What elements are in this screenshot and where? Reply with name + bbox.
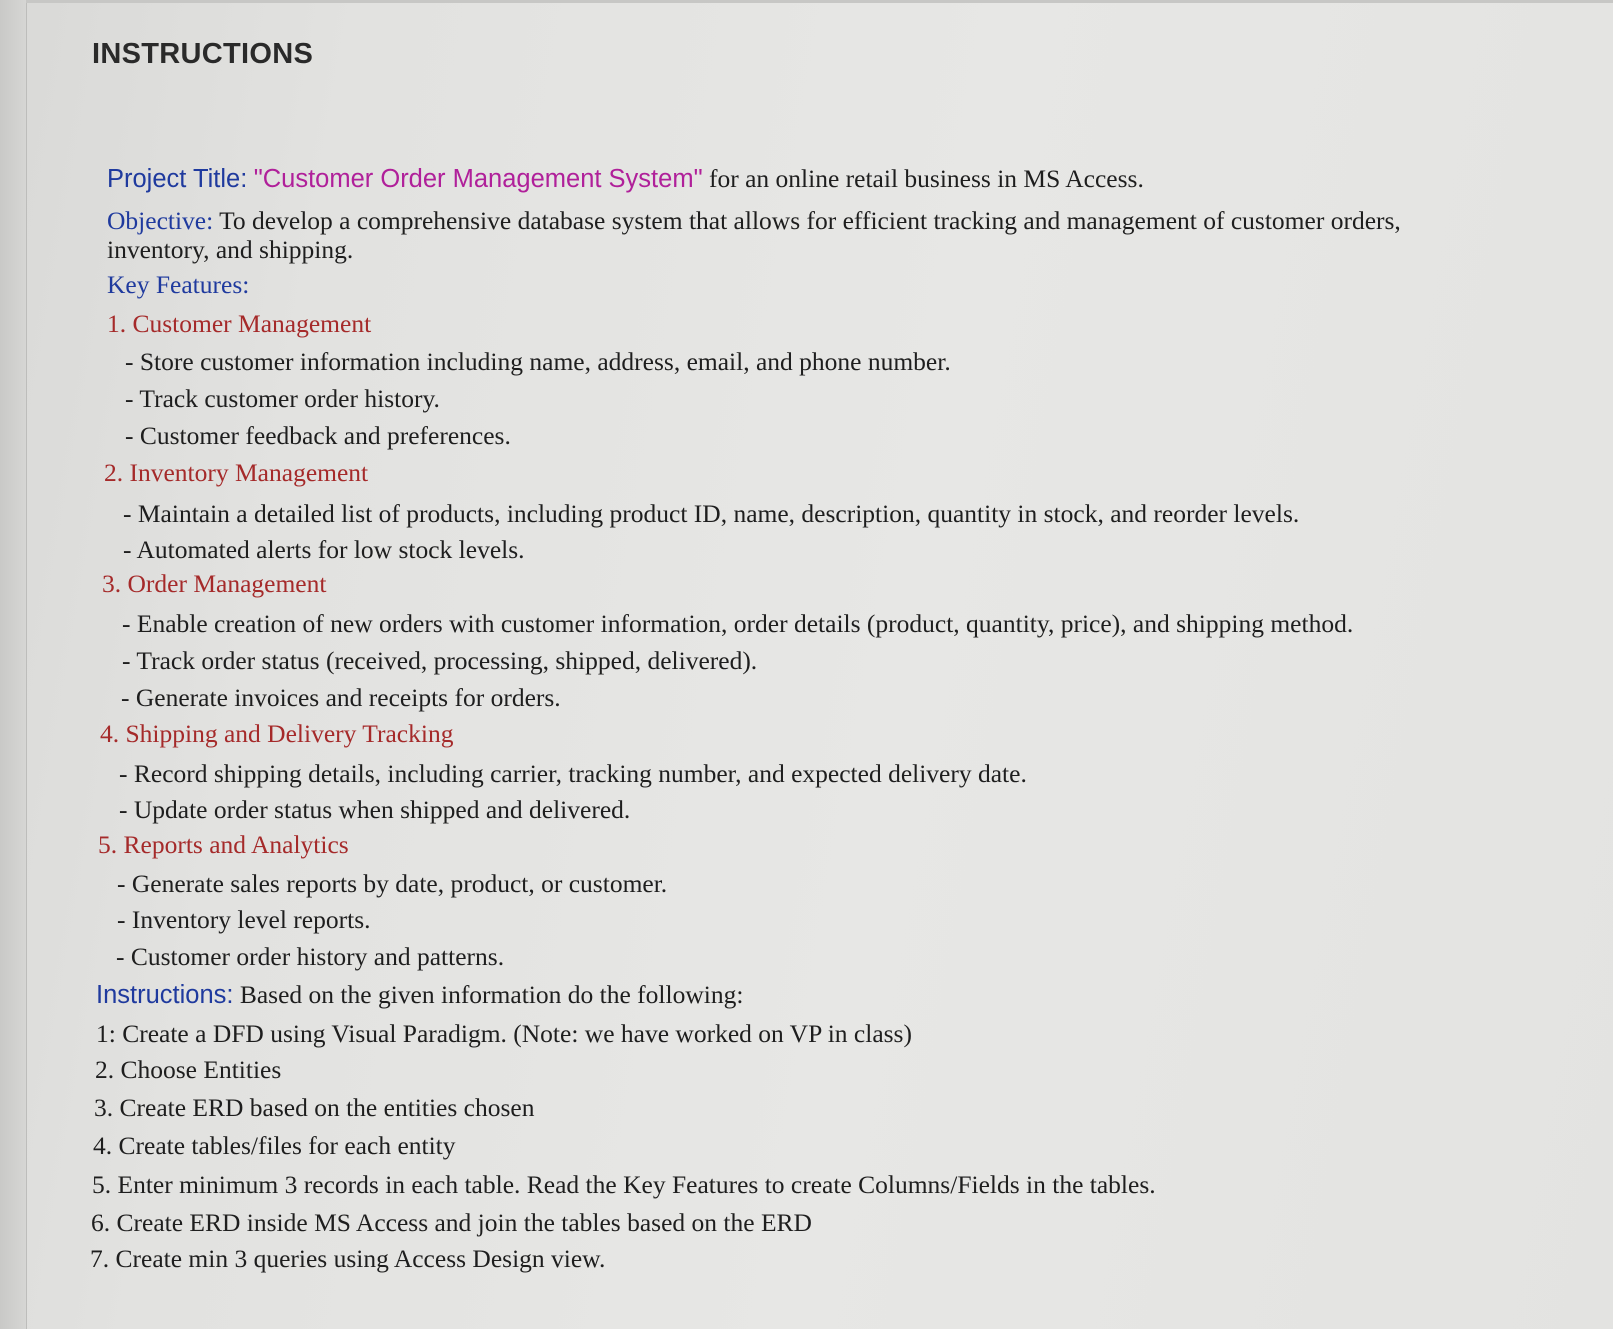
- feature-item: - Enable creation of new orders with customer information, order details (product, quantity, price), and shipping method.: [122, 609, 1354, 638]
- objective-label: Objective:: [107, 206, 214, 235]
- instruction-step: 3. Create ERD based on the entities chosen: [94, 1093, 535, 1122]
- feature-item: - Record shipping details, including carrier, tracking number, and expected delivery date.: [119, 759, 1027, 788]
- instruction-step: 6. Create ERD inside MS Access and join the tables based on the ERD: [91, 1208, 812, 1237]
- feature-item: - Customer order history and patterns.: [116, 942, 505, 971]
- instruction-step: 4. Create tables/files for each entity: [93, 1131, 456, 1160]
- feature-title: 5. Reports and Analytics: [98, 830, 349, 859]
- objective-text-1: To develop a comprehensive database system that allows for efficient tracking and management of customer orders,: [213, 206, 1401, 235]
- feature-item: - Maintain a detailed list of products, including product ID, name, description, quantity in stock, and reorder levels.: [123, 499, 1300, 528]
- instruction-step: 7. Create min 3 queries using Access Design view.: [90, 1244, 606, 1273]
- feature-item: - Store customer information including name, address, email, and phone number.: [125, 347, 951, 376]
- feature-item: - Track customer order history.: [125, 384, 440, 413]
- feature-item: - Track order status (received, processing, shipped, delivered).: [122, 646, 758, 675]
- instruction-step: 1: Create a DFD using Visual Paradigm. (Note: we have worked on VP in class): [96, 1019, 912, 1048]
- project-title-value: "Customer Order Management System": [253, 165, 703, 193]
- feature-item: - Generate invoices and receipts for orders.: [121, 683, 561, 712]
- feature-item: - Automated alerts for low stock levels.: [123, 535, 525, 564]
- key-features-label: Key Features:: [107, 270, 250, 299]
- project-title-label: Project Title:: [107, 165, 248, 193]
- feature-title: 3. Order Management: [102, 569, 327, 598]
- instructions-intro: Based on the given information do the following:: [233, 980, 744, 1009]
- instructions-label: Instructions:: [96, 981, 234, 1009]
- feature-item: - Inventory level reports.: [117, 905, 371, 934]
- feature-item: - Customer feedback and preferences.: [125, 421, 511, 450]
- page-title: INSTRUCTIONS: [92, 38, 314, 70]
- document-page: [26, 0, 1613, 1329]
- feature-item: - Update order status when shipped and delivered.: [119, 795, 631, 824]
- objective-continuation: [107, 235, 353, 265]
- instructions-line: [96, 980, 743, 1010]
- feature-item: - Generate sales reports by date, product, or customer.: [117, 869, 668, 898]
- window-left-edge: [0, 0, 27, 1329]
- feature-title: 1. Customer Management: [107, 309, 372, 338]
- objective-line: [107, 206, 1401, 236]
- instruction-step: 2. Choose Entities: [95, 1055, 282, 1084]
- instruction-step: 5. Enter minimum 3 records in each table. Read the Key Features to create Columns/Fields in the tables.: [92, 1170, 1156, 1199]
- objective-text-2: inventory, and shipping.: [107, 235, 354, 264]
- project-title-line: [107, 164, 1144, 194]
- feature-title: 4. Shipping and Delivery Tracking: [100, 719, 454, 748]
- feature-title: 2. Inventory Management: [104, 458, 369, 487]
- project-title-rest: for an online retail business in MS Access.: [702, 164, 1144, 193]
